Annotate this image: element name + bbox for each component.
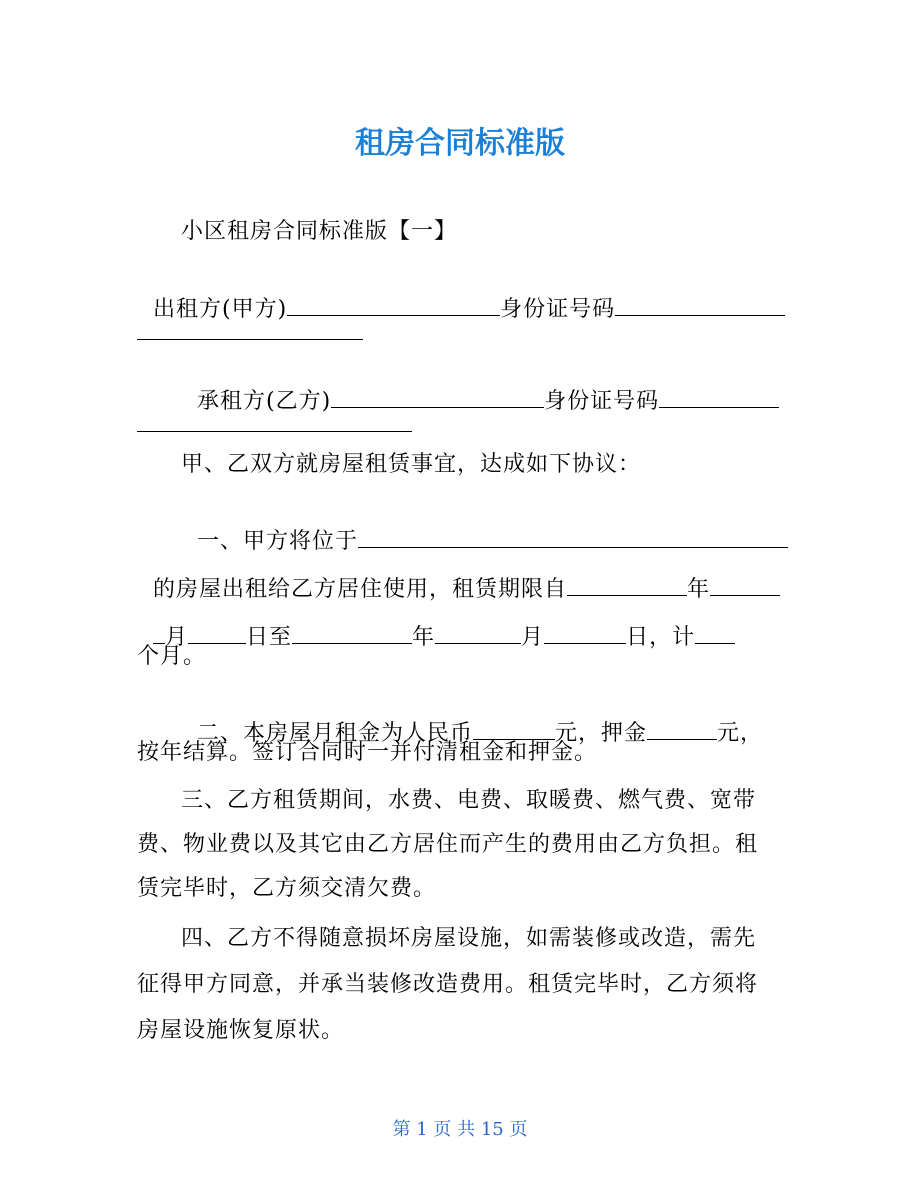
rent-label: 二、本房屋月租金为人民币	[197, 721, 474, 746]
start-month-blank-cont	[153, 623, 165, 644]
address-blank	[358, 527, 788, 548]
clause1-text: 的房屋出租给乙方居住使用，租赁期限自	[153, 577, 568, 602]
lessee-id-blank	[659, 387, 779, 408]
yuan-label: 元，	[717, 721, 764, 746]
end-year-blank	[292, 623, 412, 644]
clause4-line2: 征得甲方同意，并承当装修改造费用。租赁完毕时，乙方须将	[137, 972, 759, 997]
day-total-label: 日，计	[626, 625, 696, 650]
clause1-line3	[137, 595, 735, 652]
end-year-label: 年	[412, 625, 436, 650]
lessee-line	[181, 359, 779, 416]
lessor-name-blank	[287, 295, 500, 316]
clause3-line3: 赁完毕时，乙方须交清欠费。	[137, 876, 437, 901]
year-label: 年	[687, 577, 711, 602]
start-year-blank	[567, 575, 687, 596]
clause1-line4: 个月。	[137, 644, 207, 669]
intro-text: 甲、乙双方就房屋租赁事宜，达成如下协议：	[181, 452, 642, 477]
deposit-amount-blank	[647, 719, 717, 740]
deposit-label: 元，押金	[555, 721, 648, 746]
page-footer: 第 1 页 共 15 页	[392, 1119, 528, 1140]
lessor-id-blank-continued	[137, 339, 363, 340]
start-month-blank	[710, 575, 780, 596]
start-day-blank	[188, 623, 246, 644]
lessee-id-blank-continued	[137, 431, 412, 432]
rent-amount-blank	[473, 719, 555, 740]
lessee-label: 承租方(乙方)	[197, 389, 332, 414]
month-label: 月	[165, 625, 189, 650]
clause3-line2: 费、物业费以及其它由乙方居住而产生的费用由乙方负担。租	[137, 832, 759, 857]
lessee-id-label: 身份证号码	[544, 389, 660, 414]
clause4-line1: 四、乙方不得随意损坏房屋设施，如需装修或改造，需先	[181, 926, 757, 951]
clause1-location-label: 一、甲方将位于	[197, 529, 359, 554]
end-day-blank	[544, 623, 626, 644]
end-month-label: 月	[521, 625, 545, 650]
lessor-id-blank	[615, 295, 785, 316]
lessee-name-blank	[331, 387, 544, 408]
lessor-label: 出租方(甲方)	[153, 297, 288, 322]
day-to-label: 日至	[246, 625, 293, 650]
total-months-blank	[695, 623, 735, 644]
end-month-blank	[435, 623, 521, 644]
clause3-line1: 三、乙方租赁期间，水费、电费、取暖费、燃气费、宽带	[181, 788, 757, 813]
lessor-line	[137, 267, 785, 324]
document-title: 租房合同标准版	[355, 126, 565, 161]
clause2-line2: 按年结算。签订合同时一并付清租金和押金。	[137, 740, 598, 765]
subtitle: 小区租房合同标准版【一】	[181, 219, 458, 244]
lessor-id-label: 身份证号码	[500, 297, 616, 322]
clause4-line3: 房屋设施恢复原状。	[137, 1018, 345, 1043]
